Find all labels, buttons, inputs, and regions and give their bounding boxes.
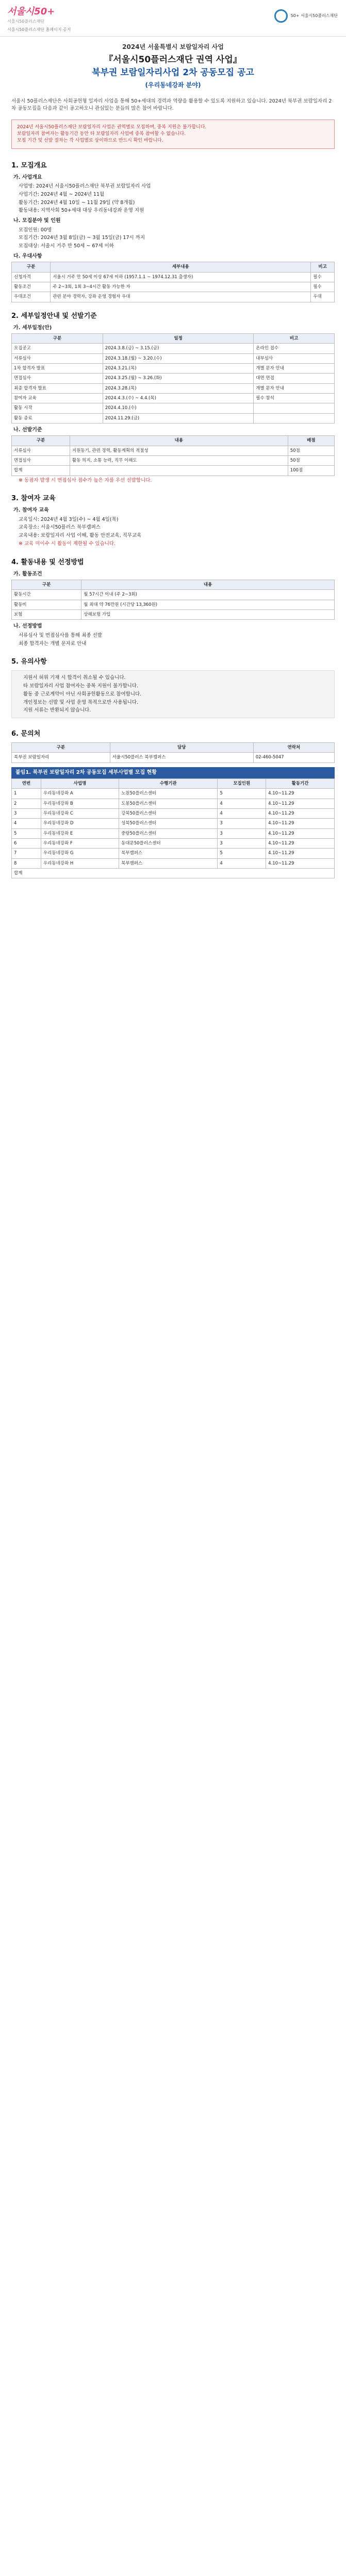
table-row — [12, 413, 335, 423]
table-header-row — [12, 580, 335, 590]
list-note: ※ 교육 미이수 시 활동이 제한될 수 있습니다. — [19, 541, 116, 547]
table-cell: 50점 — [288, 446, 334, 455]
table-row — [12, 466, 335, 476]
table-row — [12, 292, 335, 302]
table-row — [12, 455, 335, 465]
section-title: 5. 유의사항 — [11, 658, 47, 666]
table-cell: 성북50플러스센터 — [119, 819, 218, 828]
list-item: 타 보람일자리 사업 참여자는 중복 지원이 불가합니다. — [23, 683, 139, 689]
title-block — [0, 37, 346, 94]
section-1 — [0, 152, 346, 302]
table-row — [12, 282, 335, 292]
table-cell: 온라인 접수 — [254, 344, 335, 353]
table-row — [12, 344, 335, 353]
table-header: 담당 — [110, 742, 253, 752]
table-cell: 우대 — [311, 292, 335, 302]
contact-table — [11, 742, 335, 763]
section-4 — [0, 549, 346, 648]
table-cell: 서류심사 — [12, 446, 70, 455]
table-row — [12, 393, 335, 403]
caution-box — [11, 670, 335, 718]
section-title: 2. 세부일정안내 및 선발기준 — [11, 312, 97, 320]
table-cell: 우리동네강좌 E — [41, 828, 119, 838]
table-cell: 북부캠퍼스 — [119, 858, 218, 868]
table-cell: 우리동네강좌 H — [41, 858, 119, 868]
table-cell: 5 — [218, 849, 266, 858]
section-6 — [0, 720, 346, 762]
table-cell: 02-460-5047 — [253, 753, 334, 762]
eligibility-table — [11, 262, 335, 302]
table-cell: 우대조건 — [12, 292, 51, 302]
table-cell: 개별 문자 안내 — [254, 363, 335, 373]
table-cell: 북부캠퍼스 — [119, 849, 218, 858]
table-cell: 5 — [12, 828, 41, 838]
list-item: 활동기간: 2024년 4월 10일 ~ 11월 29일 (약 8개월) — [19, 199, 135, 206]
table-total-cell: 합계 — [12, 868, 335, 878]
table-cell: 내부심사 — [254, 353, 335, 363]
table-cell: 지원동기, 관련 경력, 활동계획의 적절성 — [70, 446, 288, 455]
list-item: 지원 서류는 반환되지 않습니다. — [23, 707, 91, 714]
notice-item: 2024년 서울시50플러스재단 보람일자리 사업은 권역별로 모집하며, 중복 지원은 불가합니다. — [17, 124, 207, 130]
subsection-title: 가. 세부일정(안) — [13, 325, 52, 331]
subsection-title: 가. 사업개요 — [13, 174, 42, 180]
section-title: 6. 문의처 — [11, 730, 41, 738]
table-cell: 2024.3.25.(월) ~ 3.26.(화) — [103, 374, 253, 383]
table-row — [12, 374, 335, 383]
table-cell: 우리동네강좌 B — [41, 799, 119, 808]
table-cell — [254, 413, 335, 423]
table-header: 구분 — [12, 436, 70, 446]
table-cell: 2024.4.3.(수) ~ 4.4.(목) — [103, 393, 253, 403]
header-subtitle: 서울시50플러스재단 홈페이지 공지 — [7, 27, 71, 32]
table-row — [12, 446, 335, 455]
table-row — [12, 353, 335, 363]
notice-item: 모집 기간 및 선발 절차는 각 사업별로 상이하므로 반드시 확인 바랍니다. — [17, 138, 163, 143]
table-row — [12, 789, 335, 799]
table-cell: 8 — [12, 858, 41, 868]
activity-table — [11, 580, 335, 620]
title-kicker: 2024년 서울특별시 보람일자리 사업 — [122, 43, 224, 50]
table-header: 구분 — [12, 262, 51, 272]
table-header: 내용 — [81, 580, 335, 590]
table-cell: 4.10~11.29 — [266, 799, 335, 808]
table-cell: 2 — [12, 799, 41, 808]
table-cell: 100점 — [288, 466, 334, 476]
table-cell: 상해보험 가입 — [81, 610, 335, 620]
foundation-logo — [274, 9, 338, 23]
table-row — [12, 838, 335, 848]
table-header: 사업명 — [41, 779, 119, 789]
list-item: 활동 중 근로계약이 아닌 사회공헌활동으로 참여합니다. — [23, 691, 142, 697]
table-header-row — [12, 436, 335, 446]
table-cell: 참여자 교육 — [12, 393, 103, 403]
table-cell: 노원50플러스센터 — [119, 789, 218, 799]
subsection-title: 다. 우대사항 — [13, 253, 42, 259]
table-row — [12, 272, 335, 282]
table-header-row — [12, 742, 335, 752]
table-row — [12, 849, 335, 858]
table-header-row — [12, 334, 335, 344]
table-cell: 면접심사 — [12, 374, 103, 383]
table-cell: 중랑50플러스센터 — [119, 828, 218, 838]
list-item: 활동내용: 지역사회 50+세대 대상 우리동네강좌 운영 지원 — [19, 208, 144, 214]
list-item: 지원서 허위 기재 시 합격이 취소될 수 있습니다. — [23, 675, 126, 681]
table-cell: 활동 의지, 소통 능력, 직무 이해도 — [70, 455, 288, 465]
list-item: 사업명: 2024년 서울시50플러스재단 북부권 보람일자리 사업 — [19, 183, 151, 190]
table-header: 배점 — [288, 436, 334, 446]
table-cell: 우리동네강좌 C — [41, 808, 119, 818]
table-cell: 4.10~11.29 — [266, 849, 335, 858]
table-cell: 주 2~3회, 1회 3~4시간 활동 가능한 자 — [51, 282, 311, 292]
section-3 — [0, 485, 346, 547]
appendix-table — [11, 778, 335, 878]
table-cell: 1 — [12, 789, 41, 799]
table-cell: 북부권 보람일자리 — [12, 753, 110, 762]
table-cell: 도봉50플러스센터 — [119, 799, 218, 808]
table-cell: 2024.4.10.(수) — [103, 403, 253, 413]
section-5 — [0, 648, 346, 718]
list-item: 모집인원: 00명 — [19, 227, 52, 233]
table-cell: 6 — [12, 838, 41, 848]
table-cell: 우리동네강좌 D — [41, 819, 119, 828]
appendix-title: 붙임1. 북부권 보람일자리 2차 공동모집 세부사업별 모집 현황 — [11, 767, 335, 779]
section-title: 1. 모집개요 — [11, 161, 47, 170]
table-row — [12, 828, 335, 838]
notice-box — [11, 120, 335, 149]
intro-text: 서울시 50플러스재단은 사회공헌형 일자리 사업을 통해 50+세대의 경력과 역량을 활용할 수 있도록 지원하고 있습니다. 2024년 북부권 보람일자리 2차 공동모집을 다음과 같이 공고하오니 관심있는 분들의 많은 참여 바랍니다. — [11, 98, 332, 111]
table-cell: 월 최대 약 76만원 (시간당 13,360원) — [81, 600, 335, 609]
logo-tag: 서울시50플러스재단 — [7, 19, 45, 24]
foundation-name: 50+ 서울시50플러스재단 — [290, 13, 338, 19]
table-cell: 서울시 거주 만 50세 이상 67세 이하 (1957.1.1 ~ 1974.12.31 출생자) — [51, 272, 311, 282]
table-cell: 3 — [12, 808, 41, 818]
table-cell: 최종 합격자 발표 — [12, 383, 103, 393]
table-row — [12, 799, 335, 808]
table-header: 구분 — [12, 334, 103, 344]
subsection-title: 가. 활동조건 — [13, 571, 42, 577]
table-cell: 2024.3.8.(금) ~ 3.15.(금) — [103, 344, 253, 353]
table-cell: 개별 문자 안내 — [254, 383, 335, 393]
table-cell: 4 — [218, 808, 266, 818]
table-row — [12, 590, 335, 600]
table-cell: 활동 시작 — [12, 403, 103, 413]
table-cell: 4.10~11.29 — [266, 858, 335, 868]
table-cell: 3 — [218, 819, 266, 828]
table-row — [12, 819, 335, 828]
list-item: 최종 합격자는 개별 문자로 안내 — [19, 640, 87, 647]
table-cell: 필수 — [311, 272, 335, 282]
table-cell: 서류심사 — [12, 353, 103, 363]
table-row — [12, 600, 335, 609]
list-item: 모집기간: 2024년 3월 8일(금) ~ 3월 15일(금) 17시 까지 — [19, 235, 145, 241]
table-header: 활동기간 — [266, 779, 335, 789]
subsection-title: 나. 선발기준 — [13, 427, 42, 433]
brand-logo[interactable] — [7, 5, 55, 25]
table-cell: 4 — [12, 819, 41, 828]
table-cell: 활동비 — [12, 600, 81, 609]
table-cell: 3 — [218, 838, 266, 848]
list-item: 모집대상: 서울시 거주 만 50세 ~ 67세 이하 — [19, 243, 114, 249]
foundation-mark-icon — [274, 9, 288, 23]
table-header-row — [12, 779, 335, 789]
section-title: 3. 참여자 교육 — [11, 495, 56, 503]
table-cell: 우리동네강좌 G — [41, 849, 119, 858]
list-item: 개인정보는 선발 및 사업 운영 목적으로만 사용됩니다. — [23, 699, 139, 705]
table-cell: 3 — [218, 828, 266, 838]
table-cell: 4.10~11.29 — [266, 838, 335, 848]
table-cell: 2024.11.29.(금) — [103, 413, 253, 423]
table-header: 비고 — [254, 334, 335, 344]
table-cell: 대면 면접 — [254, 374, 335, 383]
list-item: 서류심사 및 면접심사를 통해 최종 선발 — [19, 632, 102, 638]
table-cell: 신청자격 — [12, 272, 51, 282]
table-header: 연번 — [12, 779, 41, 789]
page-header — [0, 0, 346, 37]
table-cell: 활동조건 — [12, 282, 51, 292]
table-cell: 2024.3.28.(목) — [103, 383, 253, 393]
table-header: 세부내용 — [51, 262, 311, 272]
title-line1: 『서울시50플러스재단 권역 사업』 — [104, 55, 242, 65]
table-header: 비고 — [311, 262, 335, 272]
table-cell: 월 57시간 이내 (주 2~3회) — [81, 590, 335, 600]
table-cell: 관련 분야 경력자, 강좌 운영 경험자 우대 — [51, 292, 311, 302]
table-cell: 활동 종료 — [12, 413, 103, 423]
list-item: 교육장소: 서울시50플러스 북부캠퍼스 — [19, 524, 101, 531]
table-total-row — [12, 868, 335, 878]
table-cell: 면접심사 — [12, 455, 70, 465]
table-cell — [70, 466, 288, 476]
table-row — [12, 610, 335, 620]
table-cell: 4.10~11.29 — [266, 819, 335, 828]
schedule-table — [11, 333, 335, 423]
table-cell: 필수 — [311, 282, 335, 292]
table-cell: 우리동네강좌 F — [41, 838, 119, 848]
table-header: 모집인원 — [218, 779, 266, 789]
logo-main: 서울시50+ — [7, 6, 55, 17]
table-cell: 1차 합격자 발표 — [12, 363, 103, 373]
table-cell: 동대문50플러스센터 — [119, 838, 218, 848]
table-header: 연락처 — [253, 742, 334, 752]
table-cell: 2024.3.18.(월) ~ 3.20.(수) — [103, 353, 253, 363]
list-item: 사업기간: 2024년 4월 ~ 2024년 11월 — [19, 191, 105, 197]
table-header-row — [12, 262, 335, 272]
list-item: 교육일시: 2024년 4월 3일(수) ~ 4월 4일(목) — [19, 516, 119, 522]
table-cell: 서울시50플러스 북부캠퍼스 — [110, 753, 253, 762]
table-cell: 4.10~11.29 — [266, 808, 335, 818]
appendix-section — [0, 763, 346, 879]
table-row — [12, 383, 335, 393]
table-cell: 4 — [218, 799, 266, 808]
table-cell: 2024.3.21.(목) — [103, 363, 253, 373]
criteria-table — [11, 435, 335, 476]
subsection-title: 가. 참여자 교육 — [13, 507, 49, 514]
table-header: 내용 — [70, 436, 288, 446]
table-header: 수행기관 — [119, 779, 218, 789]
section-2 — [0, 302, 346, 484]
table-row — [12, 858, 335, 868]
table-cell: 우리동네강좌 A — [41, 789, 119, 799]
table-cell: 합계 — [12, 466, 70, 476]
notice-item: 보람일자리 참여자는 활동기간 동안 타 보람일자리 사업에 중복 참여할 수 없습니다. — [17, 131, 186, 137]
table-cell: 4.10~11.29 — [266, 828, 335, 838]
table-cell — [254, 403, 335, 413]
title-line3: (우리동네강좌 분야) — [145, 81, 201, 89]
table-cell: 모집공고 — [12, 344, 103, 353]
table-row — [12, 808, 335, 818]
table-cell: 필수 참석 — [254, 393, 335, 403]
table-cell: 강북50플러스센터 — [119, 808, 218, 818]
criteria-note: ※ 동점자 발생 시 면접심사 점수가 높은 자를 우선 선발합니다. — [19, 477, 152, 483]
table-cell: 5 — [218, 789, 266, 799]
table-cell: 보험 — [12, 610, 81, 620]
table-cell: 활동시간 — [12, 590, 81, 600]
subsection-title: 나. 선정방법 — [13, 623, 42, 630]
table-cell: 4.10~11.29 — [266, 789, 335, 799]
title-line2: 북부권 보람일자리사업 2차 공동모집 공고 — [92, 67, 254, 78]
table-cell: 7 — [12, 849, 41, 858]
table-header: 일정 — [103, 334, 253, 344]
table-header: 구분 — [12, 742, 110, 752]
list-item: 교육내용: 보람일자리 사업 이해, 활동 안전교육, 직무교육 — [19, 533, 142, 539]
section-title: 4. 활동내용 및 선정방법 — [11, 558, 84, 566]
table-row — [12, 363, 335, 373]
table-header: 구분 — [12, 580, 81, 590]
table-row — [12, 403, 335, 413]
table-row — [12, 753, 335, 762]
table-cell: 50점 — [288, 455, 334, 465]
table-cell: 4 — [218, 858, 266, 868]
subsection-title: 나. 모집분야 및 인원 — [13, 218, 61, 224]
